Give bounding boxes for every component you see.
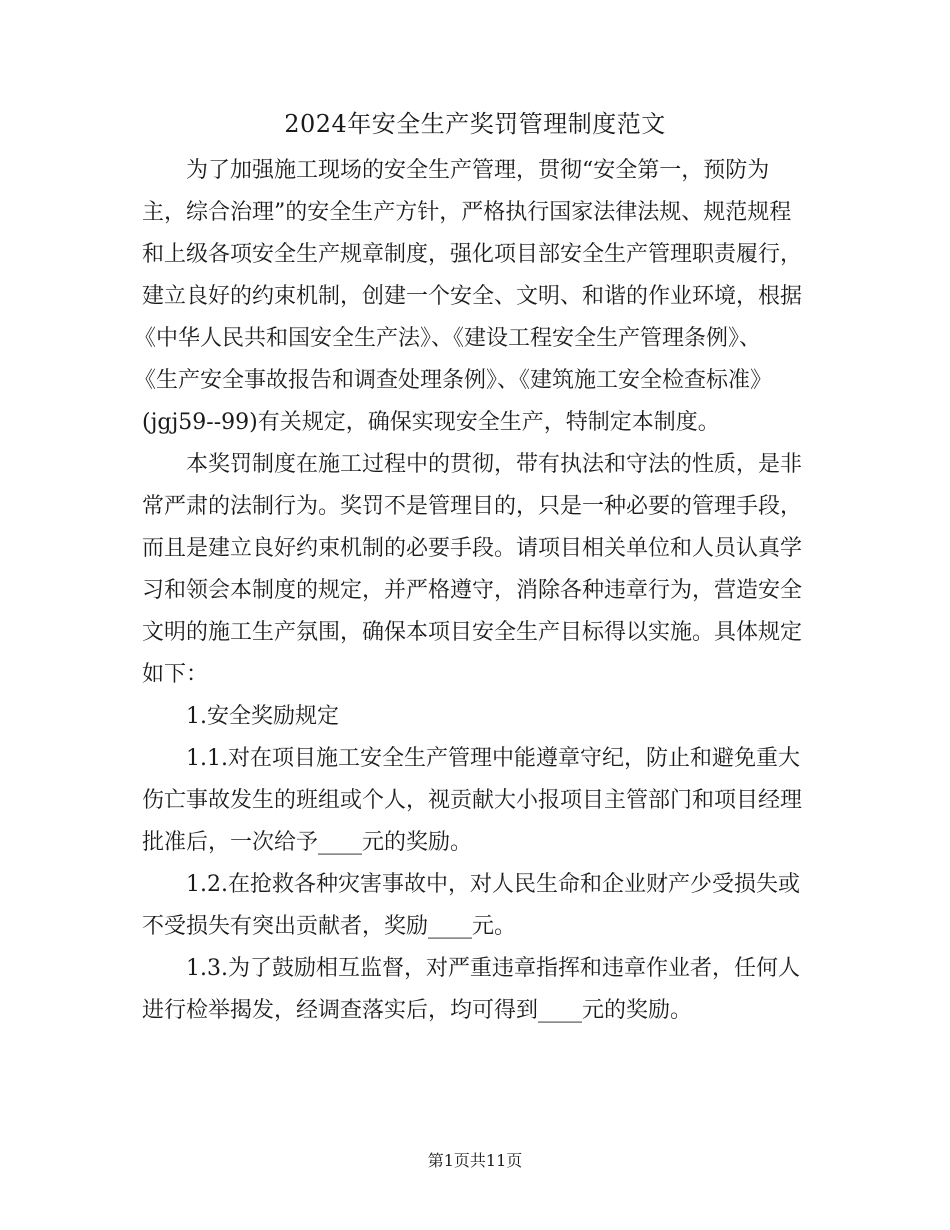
body-line: 《生产安全事故报告和调查处理条例》、《建筑施工安全检查标准》 <box>134 368 773 393</box>
section-heading: 1.安全奖励规定 <box>186 704 339 729</box>
body-line: 批准后，一次给予____元的奖励。 <box>142 830 473 855</box>
body-line: 和上级各项安全生产规章制度，强化项目部安全生产管理职责履行， <box>142 242 803 267</box>
body-line: 文明的施工生产氛围，确保本项目安全生产目标得以实施。具体规定 <box>142 620 803 645</box>
body-line: 伤亡事故发生的班组或个人，视贡献大小报项目主管部门和项目经理 <box>142 788 803 813</box>
body-line: 本奖罚制度在施工过程中的贯彻，带有执法和守法的性质，是非 <box>186 452 803 477</box>
body-line: 主，综合治理”的安全生产方针，严格执行国家法律法规、规范规程 <box>142 200 792 225</box>
body-line: 1.2.在抢救各种灾害事故中，对人民生命和企业财产少受损失或 <box>186 872 800 897</box>
document-title: 2024年安全生产奖罚管理制度范文 <box>284 110 666 138</box>
body-line: 建立良好的约束机制，创建一个安全、文明、和谐的作业环境，根据 <box>142 284 803 309</box>
body-line: 《中华人民共和国安全生产法》、《建设工程安全生产管理条例》、 <box>134 326 762 351</box>
body-line: (jgj59--99)有关规定，确保实现安全生产，特制定本制度。 <box>142 410 720 435</box>
body-line: 不受损失有突出贡献者，奖励____元。 <box>142 914 517 939</box>
body-line: 进行检举揭发，经调查落实后，均可得到____元的奖励。 <box>142 998 693 1023</box>
page-number: 第1页共11页 <box>427 1151 523 1170</box>
body-line: 习和领会本制度的规定，并严格遵守，消除各种违章行为，营造安全 <box>142 578 803 603</box>
body-line: 1.3.为了鼓励相互监督，对严重违章指挥和违章作业者，任何人 <box>186 956 800 981</box>
body-line: 常严肃的法制行为。奖罚不是管理目的，只是一种必要的管理手段， <box>142 494 803 519</box>
body-line: 为了加强施工现场的安全生产管理，贯彻“安全第一，预防为 <box>186 158 770 183</box>
body-line: 如下： <box>142 662 209 687</box>
body-line: 而且是建立良好约束机制的必要手段。请项目相关单位和人员认真学 <box>142 536 803 561</box>
body-line: 1.1.对在项目施工安全生产管理中能遵章守纪，防止和避免重大 <box>186 746 800 771</box>
